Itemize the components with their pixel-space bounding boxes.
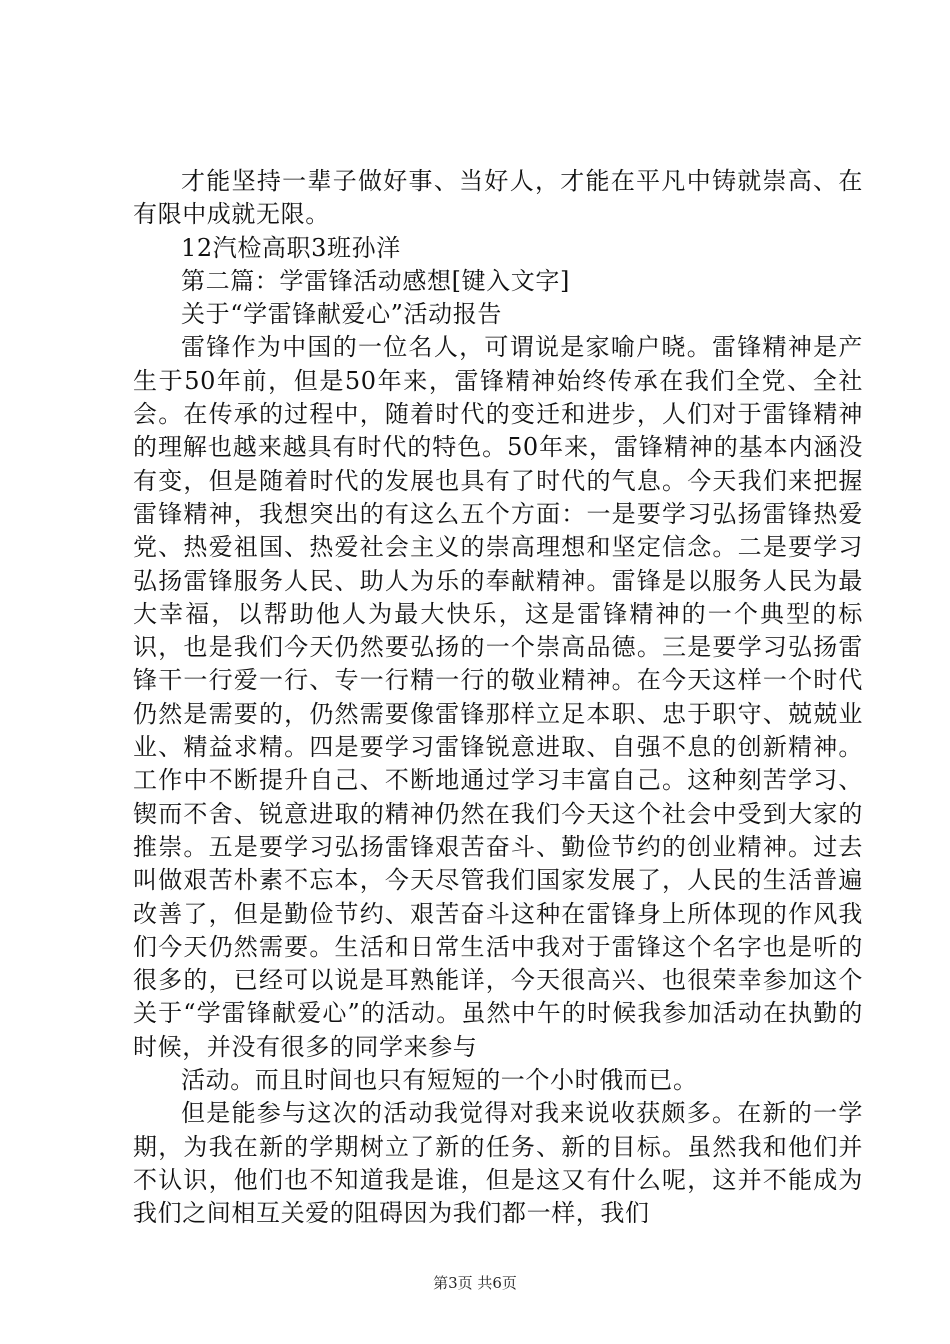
paragraph-closing-sentence: 才能坚持一辈子做好事、当好人，才能在平凡中铸就崇高、在有限中成就无限。 — [133, 167, 863, 229]
document-body — [133, 165, 863, 1231]
paragraph-main-body: 雷锋作为中国的一位名人，可谓说是家喻户晓。雷锋精神是产生于50年前，但是50年来，雷锋精神始终传承在我们全党、全社会。在传承的过程中，随着时代的变迁和进步，人们对于雷锋精神的理解也越来越具有时代的特色。50年来，雷锋精神的基本内涵没有变，但是随着时代的发展也具有了时代的气息。今天我们来把握雷锋精神，我想突出的有这么五个方面：一是要学习弘扬雷锋热爱党、热爱祖国、热爱社会主义的崇高理想和坚定信念。二是要学习弘扬雷锋服务人民、助人为乐的奉献精神。雷锋是以服务人民为最大幸福，以帮助他人为最大快乐，这是雷锋精神的一个典型的标识，也是我们今天仍然要弘扬的一个崇高品德。三是要学习弘扬雷锋干一行爱一行、专一行精一行的敬业精神。在今天这样一个时代仍然是需要的，仍然需要像雷锋那样立足本职、忠于职守、兢兢业业、精益求精。四是要学习雷锋锐意进取、自强不息的创新精神。工作中不断提升自己、不断地通过学习丰富自己。这种刻苦学习、锲而不舍、锐意进取的精神仍然在我们今天这个社会中受到大家的推崇。五是要学习弘扬雷锋艰苦奋斗、勤俭节约的创业精神。过去叫做艰苦朴素不忘本，今天尽管我们国家发展了，人民的生活普遍改善了，但是勤俭节约、艰苦奋斗这种在雷锋身上所体现的作风我们今天仍然需要。生活和日常生活中我对于雷锋这个名字也是听的很多的，已经可以说是耳熟能详，今天很高兴、也很荣幸参加这个关于“学雷锋献爱心”的活动。虽然中午的时候我参加活动在执勤的时候，并没有很多的同学来参与 — [133, 333, 863, 1061]
page-number-label: 第3页 — [433, 1274, 473, 1292]
page-footer — [0, 1273, 950, 1293]
paragraph-continuation: 活动。而且时间也只有短短的一个小时俄而已。 — [181, 1066, 698, 1095]
paragraph-author-line: 12汽检高职3班孙洋 — [181, 233, 401, 262]
paragraph-reflection: 但是能参与这次的活动我觉得对我来说收获颇多。在新的一学期，为我在新的学期树立了新的任务、新的目标。虽然我和他们并不认识，他们也不知道我是谁，但是这又有什么呢，这并不能成为我们之间相互关爱的阻碍因为我们都一样，我们 — [133, 1099, 863, 1228]
paragraph-section-heading: 第二篇：学雷锋活动感想[键入文字] — [181, 266, 570, 295]
paragraph-report-title: 关于“学雷锋献爱心”活动报告 — [181, 300, 502, 329]
total-pages-label: 共6页 — [477, 1274, 517, 1292]
